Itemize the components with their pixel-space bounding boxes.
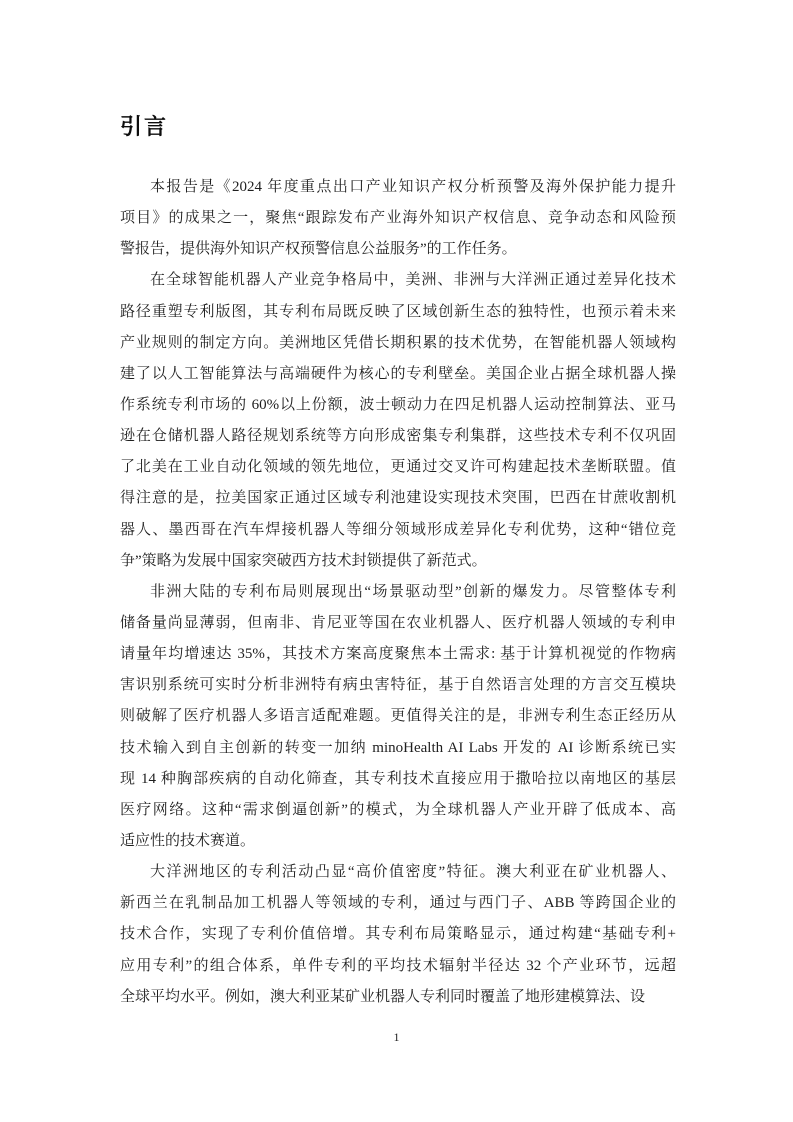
- text-line: 新西兰在乳制品加工机器人等领域的专利，通过与西门子、ABB 等跨国企业的: [120, 895, 676, 912]
- paragraph: [120, 265, 676, 576]
- paragraph: [120, 577, 676, 857]
- text-line: 逊在仓储机器人路径规划系统等方向形成密集专利集群，这些技术专利不仅巩固: [120, 428, 676, 445]
- text-line: 产业规则的制定方向。美洲地区凭借长期积累的技术优势，在智能机器人领域构: [120, 334, 676, 351]
- text-line: 作系统专利市场的 60%以上份额，波士顿动力在四足机器人运动控制算法、亚马: [120, 396, 676, 413]
- text-line: 本报告是《2024 年度重点出口产业知识产权分析预警及海外保护能力提升: [150, 179, 676, 195]
- text-line: 争”策略为发展中国家突破西方技术封锁提供了新范式。: [120, 552, 487, 569]
- text-line: 医疗网络。这种“需求倒逼创新”的模式，为全球机器人产业开辟了低成本、高: [120, 801, 676, 818]
- page-number: 1: [393, 1030, 400, 1044]
- body-text: [120, 172, 676, 1013]
- paragraph: [120, 172, 676, 265]
- text-line: 警报告，提供海外知识产权预警信息公益服务”的工作任务。: [120, 241, 517, 258]
- text-line: 建了以人工智能算法与高端硬件为核心的专利壁垒。美国企业占据全球机器人操: [120, 365, 676, 382]
- text-line: 请量年均增速达 35%，其技术方案高度聚焦本土需求: 基于计算机视觉的作物病: [120, 646, 676, 663]
- text-line: 大洋洲地区的专利活动凸显“高价值密度”特征。澳大利亚在矿业机器人、: [150, 864, 676, 881]
- text-line: 器人、墨西哥在汽车焊接机器人等细分领域形成差异化专利优势，这种“错位竞: [120, 521, 676, 538]
- text-line: 全球平均水平。例如，澳大利亚某矿业机器人专利同时覆盖了地形建模算法、设: [120, 988, 646, 1005]
- text-line: 在全球智能机器人产业竞争格局中，美洲、非洲与大洋洲正通过差异化技术: [150, 272, 676, 289]
- text-line: 适应性的技术赛道。: [120, 832, 256, 849]
- section-heading: 引言: [120, 114, 169, 139]
- text-line: 项目》的成果之一，聚焦“跟踪发布产业海外知识产权信息、竞争动态和风险预: [120, 210, 676, 227]
- text-line: 储备量尚显薄弱，但南非、肯尼亚等国在农业机器人、医疗机器人领域的专利申: [120, 614, 676, 631]
- text-line: 技术合作，实现了专利价值倍增。其专利布局策略显示，通过构建“基础专利+: [120, 926, 676, 943]
- text-line: 路径重塑专利版图，其专利布局既反映了区域创新生态的独特性，也预示着未来: [120, 303, 676, 320]
- text-line: 则破解了医疗机器人多语言适配难题。更值得关注的是，非洲专利生态正经历从: [120, 708, 676, 725]
- text-line: 得注意的是，拉美国家正通过区域专利池建设实现技术突围，巴西在甘蔗收割机: [120, 490, 676, 507]
- text-line: 害识别系统可实时分析非洲特有病虫害特征，基于自然语言处理的方言交互模块: [120, 677, 676, 694]
- text-line: 了北美在工业自动化领域的领先地位，更通过交叉许可构建起技术垄断联盟。值: [120, 459, 676, 476]
- paragraph: [120, 857, 676, 1013]
- text-line: 现 14 种胸部疾病的自动化筛查，其专利技术直接应用于撒哈拉以南地区的基层: [120, 770, 676, 787]
- text-line: 非洲大陆的专利布局则展现出“场景驱动型”创新的爆发力。尽管整体专利: [150, 583, 676, 600]
- text-line: 应用专利”的组合体系，单件专利的平均技术辐射半径达 32 个产业环节，远超: [120, 957, 676, 974]
- text-line: 技术输入到自主创新的转变一加纳 minoHealth AI Labs 开发的 AI 诊断系统已实: [120, 739, 676, 756]
